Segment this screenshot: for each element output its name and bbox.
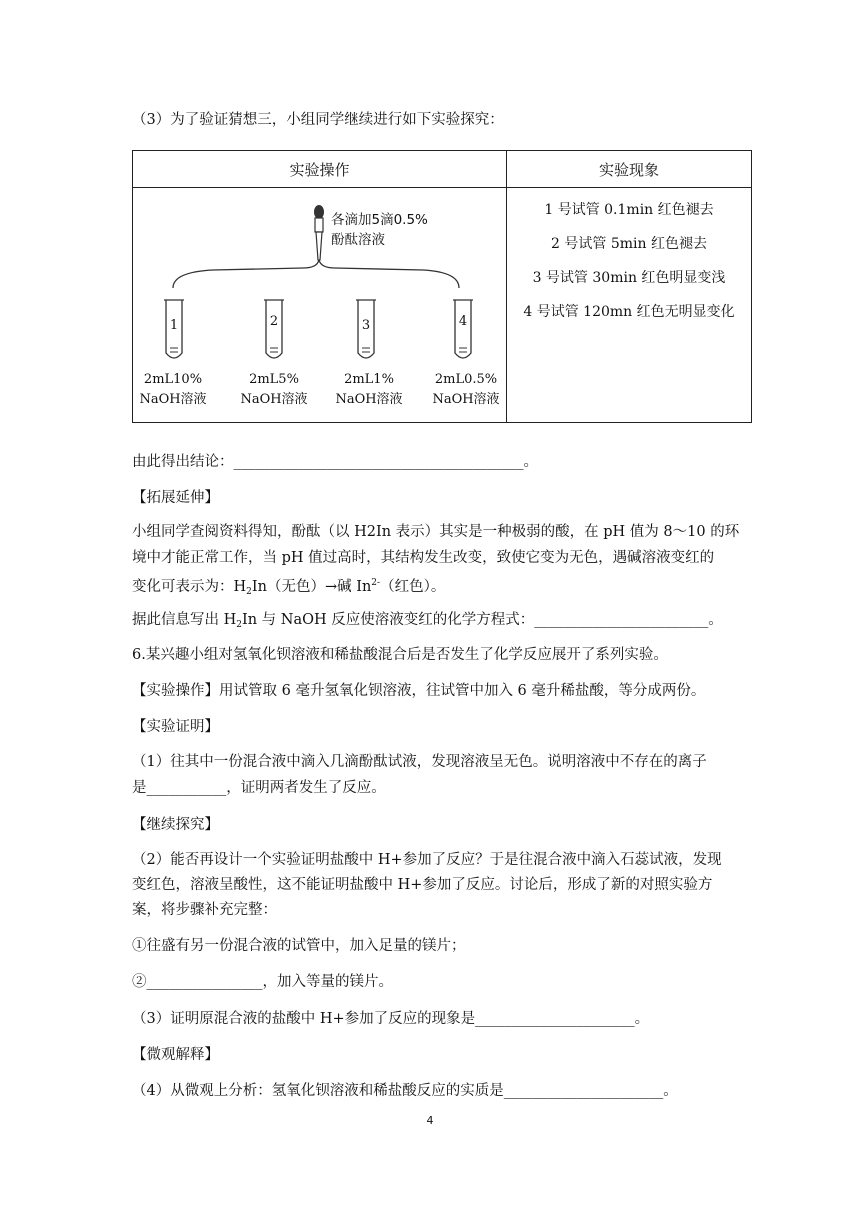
conclusion-line: 由此得出结论：________________________________________。 — [132, 454, 538, 470]
tube-label-2: 2mL5% NaOH溶液 — [240, 372, 308, 407]
tube-number-4: 4 — [458, 314, 468, 329]
tube-number-1: 1 — [169, 318, 179, 333]
q6-proof-heading: 【实验证明】 — [132, 719, 219, 735]
tube-label-4: 2mL0.5% NaOH溶液 — [432, 372, 500, 407]
q6-question-1a: （1）往其中一份混合液中滴入几滴酚酞试液，发现溶液呈无色。说明溶液中不存在的离子 — [132, 754, 707, 770]
extension-text-1: 小组同学查阅资料得知，酚酞（以 H2In 表示）其实是一种极弱的酸，在 pH 值为 8～10 的环 — [132, 524, 740, 540]
q3-intro: （3）为了验证猜想三，小组同学继续进行如下实验探究： — [132, 112, 504, 128]
equation-prompt: 据此信息写出 $H_2In$ 与 NaOH 反应使溶液变红的化学方程式：________________________。 — [132, 612, 723, 630]
observation-3: 3 号试管 30min 红色明显变浅 — [532, 270, 726, 286]
tube-number-2: 2 — [269, 314, 279, 329]
q6-title: 6.某兴趣小组对氢氧化钡溶液和稀盐酸混合后是否发生了化学反应展开了系列实验。 — [132, 647, 668, 663]
tube-label-1: 2mL10% NaOH溶液 — [139, 372, 207, 407]
q6-question-1b: 是___________，证明两者发生了反应。 — [132, 780, 386, 796]
page-number: 4 — [426, 1114, 434, 1127]
observation-4: 4 号试管 120mn 红色无明显变化 — [523, 304, 735, 320]
q6-continue-heading: 【继续探究】 — [132, 817, 219, 833]
observation-2: 2 号试管 5min 红色褪去 — [551, 236, 707, 252]
phenomenon-cell — [507, 188, 752, 423]
q6-step-2: ②________________，加入等量的镁片。 — [132, 974, 393, 990]
q6-question-2c: 案，将步骤补充完整： — [132, 902, 277, 918]
q6-question-4: （4）从微观上分析：氢氧化钡溶液和稀盐酸反应的实质是______________________。 — [132, 1083, 678, 1099]
header-phenomenon: 实验现象 — [507, 151, 752, 188]
observation-1: 1 号试管 0.1min 红色褪去 — [544, 202, 714, 218]
dropper-label: 各滴加5滴0.5% 酚酞溶液 — [331, 212, 428, 248]
extension-text-2: 境中才能正常工作，当 pH 值过高时，其结构发生改变，致使它变为无色，遇碱溶液变红的 — [132, 550, 715, 566]
q6-micro-heading: 【微观解释】 — [132, 1047, 219, 1063]
extension-heading: 【拓展延伸】 — [132, 490, 219, 506]
header-operation: 实验操作 — [133, 151, 507, 188]
operation-cell — [133, 188, 507, 423]
dropper-icon — [314, 205, 324, 260]
tube-label-3: 2mL1% NaOH溶液 — [335, 372, 403, 407]
q6-question-2b: 变红色，溶液呈酸性，这不能证明盐酸中 H+参加了反应。讨论后，形成了新的对照实验方 — [132, 877, 713, 893]
extension-text-3: 变化可表示为：$H_2In$（无色）→碱 $In^{2-}$（红色）。 — [132, 578, 446, 597]
q6-question-3: （3）证明原混合液的盐酸中 H+参加了反应的现象是______________________。 — [132, 1011, 650, 1027]
q6-operation: 【实验操作】用试管取 6 毫升氢氧化钡溶液，往试管中加入 6 毫升稀盐酸，等分成两份。 — [132, 683, 706, 699]
experiment-table — [132, 150, 752, 423]
brace — [173, 260, 459, 288]
q6-step-1: ①往盛有另一份混合液的试管中，加入足量的镁片； — [132, 938, 466, 954]
tube-number-3: 3 — [361, 318, 371, 333]
q6-question-2a: （2）能否再设计一个实验证明盐酸中 H+参加了反应？于是往混合液中滴入石蕊试液，发现 — [132, 852, 722, 868]
